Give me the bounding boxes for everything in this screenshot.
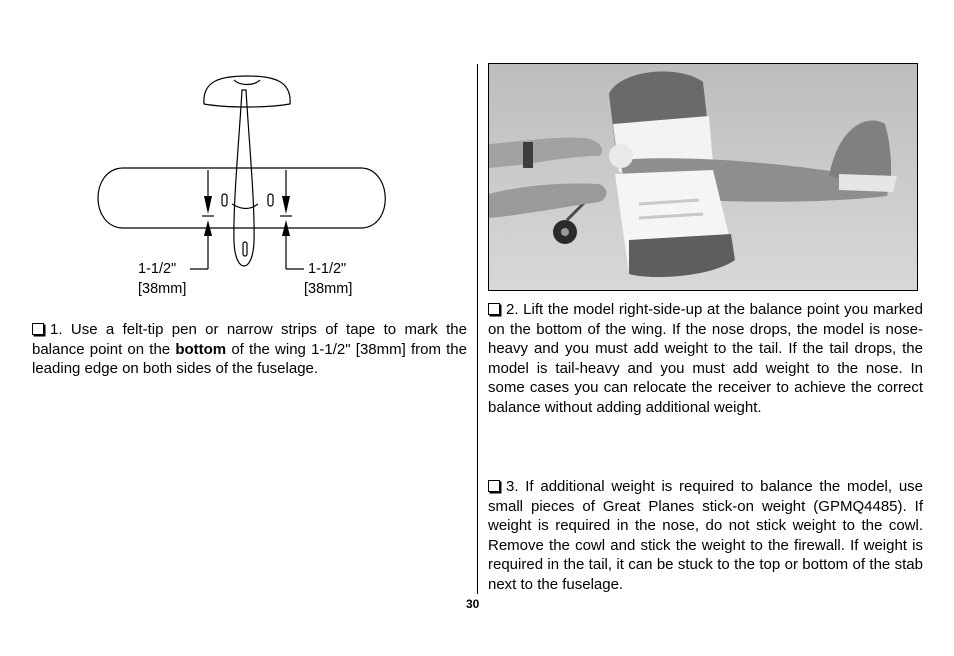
right-dimension-mm: [38mm] [304,281,353,297]
step-1-checkbox[interactable] [32,323,44,335]
column-divider [477,64,478,594]
step-2-checkbox[interactable] [488,303,500,315]
left-dimension-mm: [38mm] [138,281,187,297]
step-1-text: 1. Use a felt-tip pen or narrow strips of tape to mark the balance point on the bottom of the wing 1-1/2" [38mm] from the leading edge on both sides of the fuselage. [32,321,467,378]
airplane-outline-drawing [92,72,392,304]
step-3-checkbox[interactable] [488,480,500,492]
step-1-emphasis: bottom [175,340,227,358]
right-dimension-inches: 1-1/2" [308,261,347,277]
photo-illustration [489,64,917,290]
left-dimension-inches: 1-1/2" [138,261,177,277]
step-2-text: 2. Lift the model right-side-up at the balance point you marked on the bottom of the wing. If the nose drops, the model is nose-heavy and you must add weight to the tail. If the tail drops, the model is tail-heavy and you must add weight to the nose. In some cases you can relocate the receiver to achieve the correct balance without adding additional weight. [488,301,923,416]
balancing-model-photo [488,63,918,291]
step-3-text: 3. If additional weight is required to balance the model, use small pieces of Great Planes stick-on weight (GPMQ4485). If weight is required in the nose, do not stick weight to the cowl. Remove the cowl and stick the weight to the firewall. If weight is required in the tail, it can be stuck to the top or bottom of the stab next to the fuselage. [488,478,923,593]
page-number: 30 [466,597,480,611]
wing-balance-diagram [92,72,392,304]
